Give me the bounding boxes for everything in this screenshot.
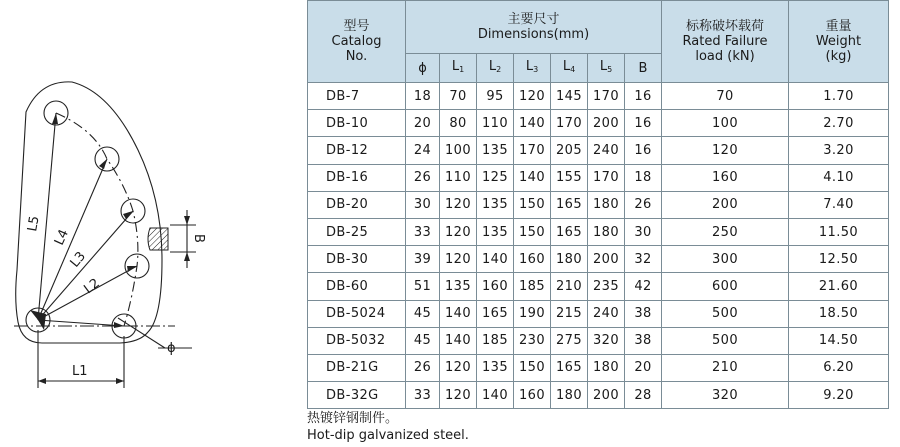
value-cell: 30 bbox=[406, 191, 440, 218]
value-cell: 500 bbox=[662, 327, 789, 354]
value-cell: 30 bbox=[625, 218, 662, 245]
catalog-cell: DB-25 bbox=[308, 218, 406, 245]
value-cell: 135 bbox=[477, 218, 514, 245]
table-row bbox=[308, 354, 889, 381]
value-cell: 160 bbox=[477, 273, 514, 300]
value-cell: 45 bbox=[406, 327, 440, 354]
catalog-cell: DB-30 bbox=[308, 246, 406, 273]
value-cell: 230 bbox=[514, 327, 551, 354]
value-cell: 24 bbox=[406, 137, 440, 164]
value-cell: 16 bbox=[625, 137, 662, 164]
value-cell: 180 bbox=[551, 382, 588, 409]
value-cell: 120 bbox=[514, 83, 551, 110]
value-cell: 600 bbox=[662, 273, 789, 300]
value-cell: 7.40 bbox=[789, 191, 889, 218]
header-catalog: 型号 Catalog No. bbox=[308, 1, 406, 83]
value-cell: 210 bbox=[551, 273, 588, 300]
value-cell: 16 bbox=[625, 83, 662, 110]
value-cell: 135 bbox=[440, 273, 477, 300]
value-cell: 16 bbox=[625, 110, 662, 137]
value-cell: 140 bbox=[440, 327, 477, 354]
catalog-cell: DB-5032 bbox=[308, 327, 406, 354]
value-cell: 275 bbox=[551, 327, 588, 354]
subheader-b: B bbox=[625, 54, 662, 83]
value-cell: 32 bbox=[625, 246, 662, 273]
value-cell: 200 bbox=[588, 110, 625, 137]
section-hatch bbox=[148, 228, 168, 250]
value-cell: 185 bbox=[514, 273, 551, 300]
value-cell: 120 bbox=[440, 218, 477, 245]
value-cell: 95 bbox=[477, 83, 514, 110]
label-l1: L1 bbox=[72, 364, 88, 379]
value-cell: 180 bbox=[588, 191, 625, 218]
value-cell: 14.50 bbox=[789, 327, 889, 354]
value-cell: 185 bbox=[477, 327, 514, 354]
value-cell: 3.20 bbox=[789, 137, 889, 164]
value-cell: 100 bbox=[440, 137, 477, 164]
value-cell: 11.50 bbox=[789, 218, 889, 245]
value-cell: 20 bbox=[406, 110, 440, 137]
value-cell: 38 bbox=[625, 300, 662, 327]
catalog-cell: DB-21G bbox=[308, 354, 406, 381]
value-cell: 4.10 bbox=[789, 164, 889, 191]
value-cell: 320 bbox=[662, 382, 789, 409]
value-cell: 26 bbox=[625, 191, 662, 218]
value-cell: 18 bbox=[625, 164, 662, 191]
value-cell: 165 bbox=[551, 191, 588, 218]
table-row bbox=[308, 218, 889, 245]
value-cell: 170 bbox=[588, 164, 625, 191]
label-l4: L4 bbox=[51, 227, 72, 248]
value-cell: 235 bbox=[588, 273, 625, 300]
value-cell: 200 bbox=[662, 191, 789, 218]
value-cell: 215 bbox=[551, 300, 588, 327]
value-cell: 70 bbox=[662, 83, 789, 110]
label-l5: L5 bbox=[25, 214, 43, 233]
catalog-cell: DB-12 bbox=[308, 137, 406, 164]
value-cell: 20 bbox=[625, 354, 662, 381]
value-cell: 28 bbox=[625, 382, 662, 409]
value-cell: 120 bbox=[662, 137, 789, 164]
value-cell: 33 bbox=[406, 218, 440, 245]
value-cell: 26 bbox=[406, 164, 440, 191]
value-cell: 240 bbox=[588, 137, 625, 164]
value-cell: 100 bbox=[662, 110, 789, 137]
value-cell: 150 bbox=[514, 354, 551, 381]
value-cell: 250 bbox=[662, 218, 789, 245]
table-row bbox=[308, 110, 889, 137]
catalog-cell: DB-32G bbox=[308, 382, 406, 409]
catalog-cell: DB-16 bbox=[308, 164, 406, 191]
header-weight: 重量 Weight (kg) bbox=[789, 1, 889, 83]
value-cell: 51 bbox=[406, 273, 440, 300]
value-cell: 110 bbox=[477, 110, 514, 137]
value-cell: 42 bbox=[625, 273, 662, 300]
table-row bbox=[308, 83, 889, 110]
value-cell: 160 bbox=[662, 164, 789, 191]
subheader-l2: $L_2$ bbox=[477, 54, 514, 83]
subheader-l4: $L_4$ bbox=[551, 54, 588, 83]
label-b: B bbox=[191, 234, 206, 243]
table-row bbox=[308, 300, 889, 327]
value-cell: 45 bbox=[406, 300, 440, 327]
value-cell: 26 bbox=[406, 354, 440, 381]
value-cell: 21.60 bbox=[789, 273, 889, 300]
value-cell: 170 bbox=[551, 110, 588, 137]
table-row bbox=[308, 382, 889, 409]
subheader-l5: $L_5$ bbox=[588, 54, 625, 83]
header-dimensions: 主要尺寸 Dimensions(mm) bbox=[406, 1, 662, 54]
value-cell: 9.20 bbox=[789, 382, 889, 409]
value-cell: 140 bbox=[477, 246, 514, 273]
subheader-phi: ϕ bbox=[406, 54, 440, 83]
value-cell: 150 bbox=[514, 218, 551, 245]
value-cell: 80 bbox=[440, 110, 477, 137]
value-cell: 2.70 bbox=[789, 110, 889, 137]
label-phi: ϕ bbox=[167, 341, 176, 356]
table-row bbox=[308, 327, 889, 354]
value-cell: 145 bbox=[551, 83, 588, 110]
value-cell: 120 bbox=[440, 354, 477, 381]
catalog-cell: DB-60 bbox=[308, 273, 406, 300]
catalog-cell: DB-20 bbox=[308, 191, 406, 218]
value-cell: 180 bbox=[588, 354, 625, 381]
value-cell: 110 bbox=[440, 164, 477, 191]
value-cell: 165 bbox=[477, 300, 514, 327]
label-l3: L3 bbox=[67, 249, 90, 271]
value-cell: 1.70 bbox=[789, 83, 889, 110]
value-cell: 320 bbox=[588, 327, 625, 354]
value-cell: 120 bbox=[440, 246, 477, 273]
value-cell: 150 bbox=[514, 191, 551, 218]
table-row bbox=[308, 191, 889, 218]
label-l2: L2 bbox=[81, 275, 103, 298]
value-cell: 155 bbox=[551, 164, 588, 191]
value-cell: 180 bbox=[551, 246, 588, 273]
plate-outline bbox=[16, 82, 162, 343]
catalog-cell: DB-10 bbox=[308, 110, 406, 137]
value-cell: 39 bbox=[406, 246, 440, 273]
value-cell: 135 bbox=[477, 354, 514, 381]
value-cell: 120 bbox=[440, 382, 477, 409]
value-cell: 140 bbox=[514, 164, 551, 191]
plate-drawing bbox=[0, 0, 300, 447]
value-cell: 70 bbox=[440, 83, 477, 110]
table-row bbox=[308, 273, 889, 300]
value-cell: 38 bbox=[625, 327, 662, 354]
table-body bbox=[308, 83, 889, 409]
value-cell: 120 bbox=[440, 191, 477, 218]
value-cell: 160 bbox=[514, 246, 551, 273]
value-cell: 170 bbox=[588, 83, 625, 110]
value-cell: 210 bbox=[662, 354, 789, 381]
value-cell: 135 bbox=[477, 191, 514, 218]
value-cell: 140 bbox=[514, 110, 551, 137]
value-cell: 6.20 bbox=[789, 354, 889, 381]
spec-table bbox=[307, 0, 889, 409]
value-cell: 200 bbox=[588, 382, 625, 409]
value-cell: 300 bbox=[662, 246, 789, 273]
subheader-l3: $L_3$ bbox=[514, 54, 551, 83]
value-cell: 160 bbox=[514, 382, 551, 409]
value-cell: 190 bbox=[514, 300, 551, 327]
value-cell: 125 bbox=[477, 164, 514, 191]
value-cell: 135 bbox=[477, 137, 514, 164]
catalog-cell: DB-7 bbox=[308, 83, 406, 110]
value-cell: 12.50 bbox=[789, 246, 889, 273]
value-cell: 170 bbox=[514, 137, 551, 164]
value-cell: 140 bbox=[440, 300, 477, 327]
table-row bbox=[308, 246, 889, 273]
value-cell: 140 bbox=[477, 382, 514, 409]
value-cell: 240 bbox=[588, 300, 625, 327]
footnote-en: Hot-dip galvanized steel. bbox=[307, 428, 469, 443]
value-cell: 18.50 bbox=[789, 300, 889, 327]
footnote-cn: 热镀锌钢制件。 bbox=[307, 411, 399, 426]
footnote bbox=[307, 410, 469, 444]
value-cell: 18 bbox=[406, 83, 440, 110]
value-cell: 33 bbox=[406, 382, 440, 409]
header-rated-load: 标称破坏载荷 Rated Failure load (kN) bbox=[662, 1, 789, 83]
value-cell: 200 bbox=[588, 246, 625, 273]
value-cell: 205 bbox=[551, 137, 588, 164]
value-cell: 500 bbox=[662, 300, 789, 327]
catalog-cell: DB-5024 bbox=[308, 300, 406, 327]
value-cell: 165 bbox=[551, 218, 588, 245]
value-cell: 165 bbox=[551, 354, 588, 381]
value-cell: 180 bbox=[588, 218, 625, 245]
table-row bbox=[308, 137, 889, 164]
subheader-l1: $L_1$ bbox=[440, 54, 477, 83]
table-row bbox=[308, 164, 889, 191]
